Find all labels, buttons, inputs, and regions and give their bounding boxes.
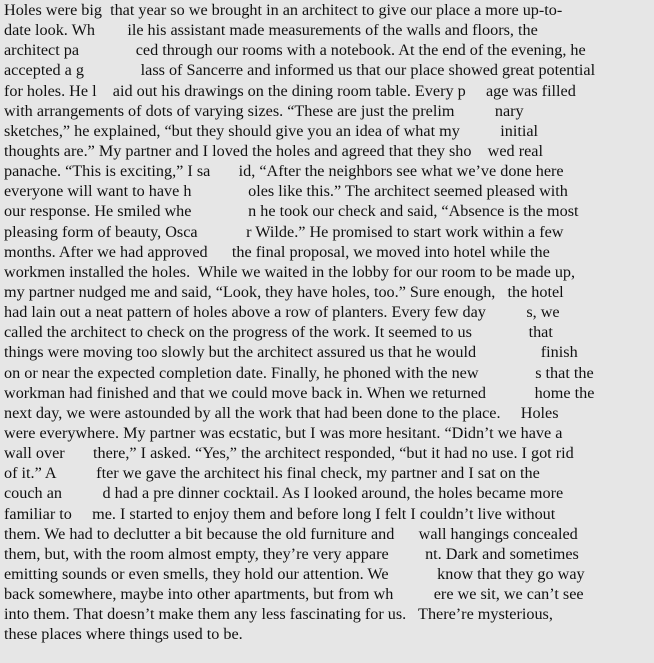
- text-line-9: panache. “This is exciting,” I sa id, “After the neighbors see what we’ve done here: [4, 162, 564, 181]
- text-line-25: couch an d had a pre dinner cocktail. As I looked around, the holes became more: [4, 484, 564, 503]
- text-line-18: things were moving too slowly but the architect assured us that he would finish: [4, 343, 578, 362]
- text-line-27: them. We had to declutter a bit because the old furniture and wall hangings concealed: [4, 524, 578, 543]
- text-line-24: of it.” A fter we gave the architect his final check, my partner and I sat on the: [4, 464, 540, 483]
- text-line-3: architect pa ced through our rooms with a notebook. At the end of the evening, he: [4, 41, 586, 60]
- text-line-7: sketches,” he explained, “but they should give you an idea of what my initial: [4, 121, 539, 140]
- text-line-10: everyone will want to have h oles like this.” The architect seemed pleased with: [4, 182, 568, 201]
- text-line-8: thoughts are.” My partner and I loved the holes and agreed that they sho wed real: [4, 141, 543, 160]
- text-line-16: had lain out a neat pattern of holes above a row of planters. Every few day s, we: [4, 303, 560, 322]
- text-line-1: Holes were big that year so we brought in an architect to give our place a more up-to-: [4, 1, 563, 19]
- text-line-11: our response. He smiled whe n he took our check and said, “Absence is the most: [4, 202, 579, 221]
- text-line-21: next day, we were astounded by all the work that had been done to the place. Holes: [4, 403, 559, 422]
- document-body: [4, 0, 650, 645]
- text-line-19: on or near the expected completion date. Finally, he phoned with the new s that the: [4, 363, 594, 382]
- text-line-12: pleasing form of beauty, Osca r Wilde.” He promised to start work within a few: [4, 222, 564, 241]
- text-line-29: emitting sounds or even smells, they hold our attention. We know that they go way: [4, 564, 585, 583]
- text-line-13: months. After we had approved the final proposal, we moved into hotel while the: [4, 242, 550, 261]
- text-line-2: date look. Wh ile his assistant made measurements of the walls and floors, the: [4, 21, 538, 40]
- text-line-5: for holes. He l aid out his drawings on the dining room table. Every p age was filled: [4, 81, 576, 100]
- text-line-22: were everywhere. My partner was ecstatic, but I was more hesitant. “Didn’t we have a: [4, 423, 563, 442]
- text-line-14: workmen installed the holes. While we waited in the lobby for our room to be made up,: [4, 262, 576, 281]
- text-line-32: these places where things used to be.: [4, 625, 243, 644]
- text-line-23: wall over there,” I asked. “Yes,” the architect responded, “but it had no use. I got rid: [4, 444, 574, 463]
- text-line-6: with arrangements of dots of varying sizes. “These are just the prelim nary: [4, 101, 524, 120]
- text-line-30: back somewhere, maybe into other apartments, but from wh ere we sit, we can’t see: [4, 585, 584, 604]
- text-line-28: them, but, with the room almost empty, they’re very appare nt. Dark and sometimes: [4, 544, 579, 563]
- text-line-17: called the architect to check on the progress of the work. It seemed to us that: [4, 323, 553, 342]
- text-line-31: into them. That doesn’t make them any less fascinating for us. There’re mysterious,: [4, 605, 553, 624]
- text-line-15: my partner nudged me and said, “Look, they have holes, too.” Sure enough, the hotel: [4, 282, 564, 301]
- text-line-20: workman had finished and that we could move back in. When we returned home the: [4, 383, 595, 402]
- text-line-26: familiar to me. I started to enjoy them and before long I felt I couldn’t live without: [4, 504, 556, 523]
- text-line-4: accepted a g lass of Sancerre and informed us that our place showed great potential: [4, 61, 596, 80]
